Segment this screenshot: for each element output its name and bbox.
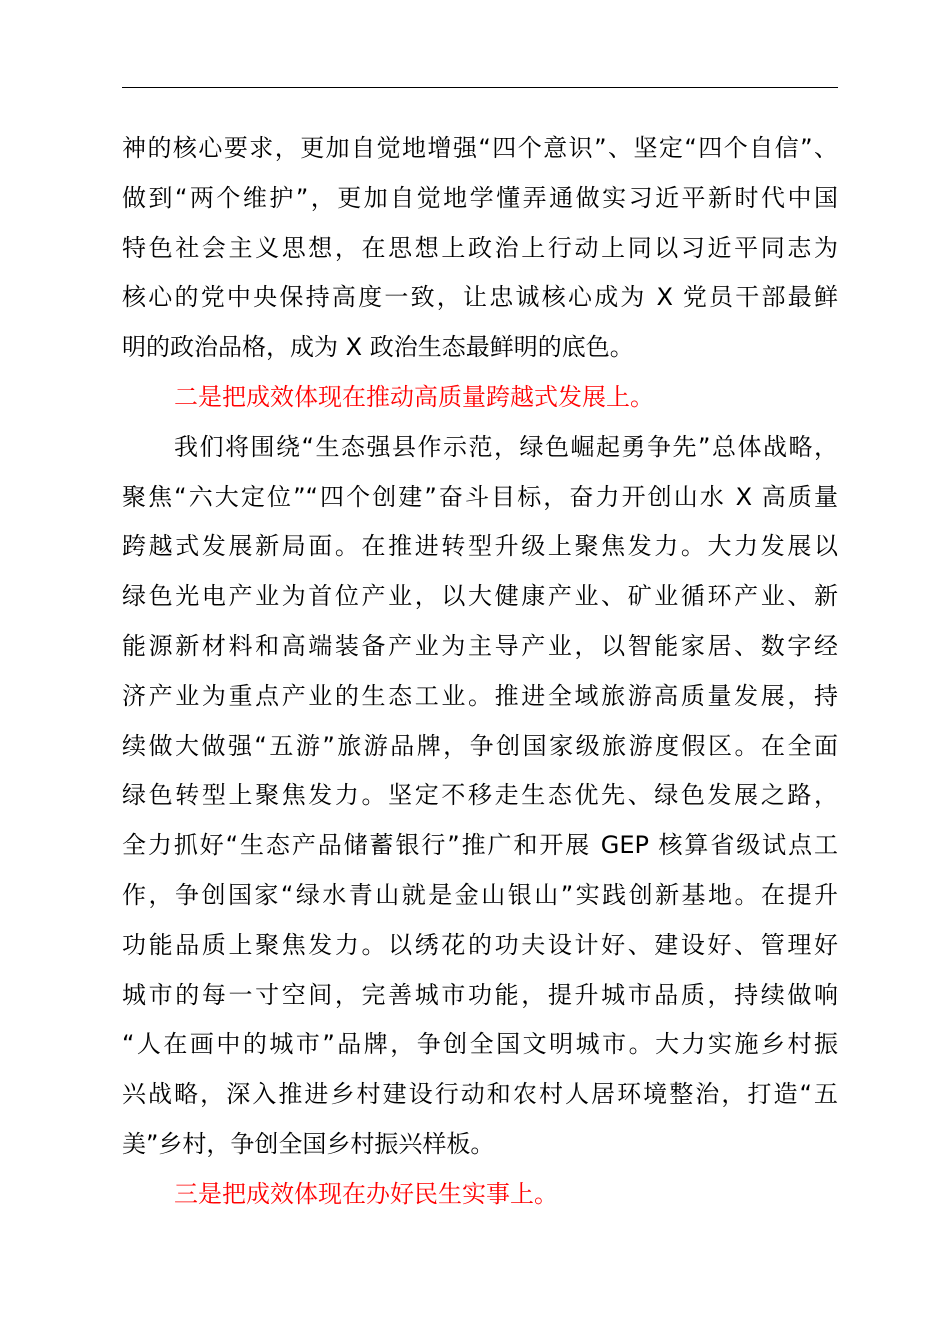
text-line: 明的政治品格，成为 X 政治生态最鲜明的底色。 (122, 333, 634, 362)
text-line: 特色社会主义思想，在思想上政治上行动上同以习近平同志为 (122, 233, 838, 262)
text-line: 作，争创国家“绿水青山就是金山银山”实践创新基地。在提升 (122, 880, 838, 909)
text-line: 绿色转型上聚焦发力。坚定不移走生态优先、绿色发展之路， (122, 781, 838, 810)
section-heading: 二是把成效体现在推动高质量跨越式发展上。 (174, 382, 654, 411)
section-heading: 三是把成效体现在办好民生实事上。 (174, 1179, 558, 1208)
text-line: 功能品质上聚焦发力。以绣花的功夫设计好、建设好、管理好 (122, 930, 838, 959)
text-line: 核心的党中央保持高度一致，让忠诚核心成为 X 党员干部最鲜 (122, 283, 838, 312)
text-line: “人在画中的城市”品牌，争创全国文明城市。大力实施乡村振 (122, 1030, 838, 1059)
text-line: 全力抓好“生态产品储蓄银行”推广和开展 GEP 核算省级试点工 (122, 831, 838, 860)
text-line: 济产业为重点产业的生态工业。推进全域旅游高质量发展，持 (122, 681, 838, 710)
document-body (122, 124, 838, 1220)
text-line: 我们将围绕“生态强县作示范，绿色崛起勇争先”总体战略， (174, 432, 838, 461)
text-line: 城市的每一寸空间，完善城市功能，提升城市品质，持续做响 (122, 980, 838, 1009)
header-rule (122, 87, 838, 88)
text-line: 聚焦“六大定位”“四个创建”奋斗目标，奋力开创山水 X 高质量 (122, 482, 838, 511)
text-line: 美”乡村，争创全国乡村振兴样板。 (122, 1129, 495, 1158)
text-line: 续做大做强“五游”旅游品牌，争创国家级旅游度假区。在全面 (122, 731, 838, 760)
text-line: 神的核心要求，更加自觉地增强“四个意识”、坚定“四个自信”、 (122, 134, 838, 162)
text-line: 能源新材料和高端装备产业为主导产业，以智能家居、数字经 (122, 631, 838, 660)
text-line: 做到“两个维护”，更加自觉地学懂弄通做实习近平新时代中国 (122, 183, 838, 212)
text-line: 绿色光电产业为首位产业，以大健康产业、矿业循环产业、新 (122, 582, 838, 611)
text-line: 跨越式发展新局面。在推进转型升级上聚焦发力。大力发展以 (122, 532, 838, 561)
text-line: 兴战略，深入推进乡村建设行动和农村人居环境整治，打造“五 (122, 1080, 838, 1109)
